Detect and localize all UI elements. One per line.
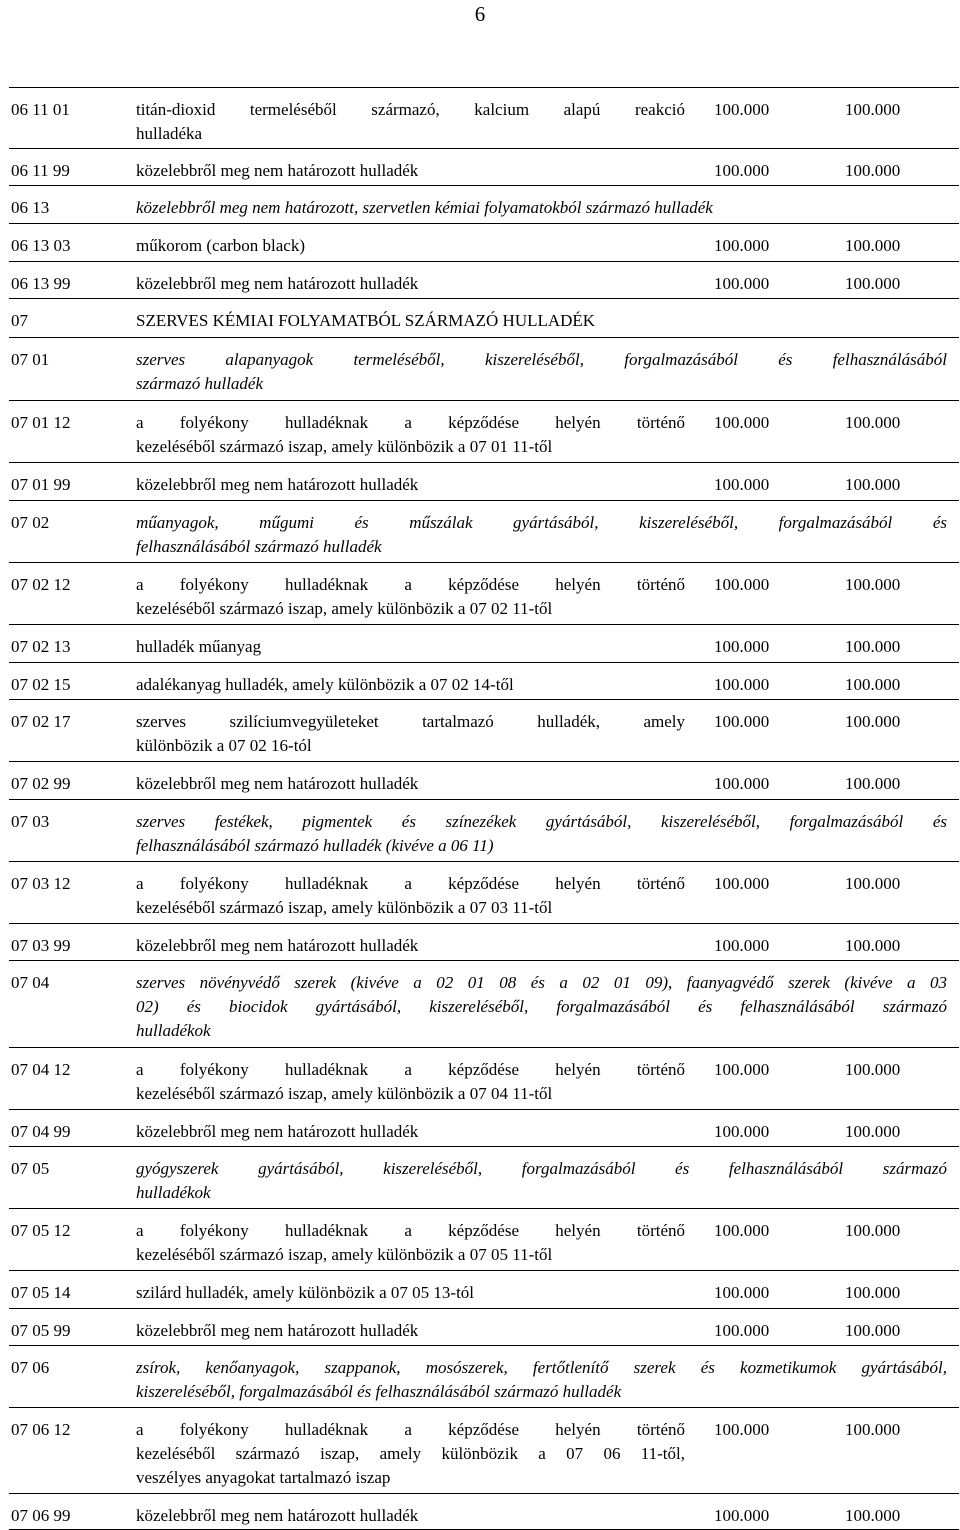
waste-description: közelebbről meg nem határozott hulladék	[136, 1122, 419, 1141]
description-line: gyógyszerek gyártásából, kiszereléséből, forgalmazásából és felhasználásából származó	[136, 1159, 947, 1178]
waste-description: közelebbről meg nem határozott hulladék	[136, 936, 419, 955]
description-line: felhasználásából származó hulladék	[136, 537, 382, 556]
description-line: a folyékony hulladéknak a képződése helyén történő	[136, 575, 685, 594]
limit-value-2: 100.000	[845, 413, 901, 432]
waste-description	[136, 573, 685, 621]
description-line: titán-dioxid termeléséből származó, kalcium alapú reakció	[136, 100, 685, 119]
waste-code: 07 05 99	[11, 1321, 71, 1340]
table-row	[9, 1308, 959, 1345]
waste-description: műkorom (carbon black)	[136, 236, 305, 255]
table-row	[9, 1109, 959, 1146]
description-line: hulladékok	[136, 1183, 211, 1202]
waste-code: 07 01 12	[11, 413, 71, 432]
limit-value-2: 100.000	[845, 161, 901, 180]
waste-code: 07 06 99	[11, 1506, 71, 1525]
description-line: kezeléséből származó iszap, amely különbözik a 07 01 11-től	[136, 437, 553, 456]
waste-code: 07 02 12	[11, 575, 71, 594]
limit-value-2: 100.000	[845, 1420, 901, 1439]
description-line: kezeléséből származó iszap, amely különbözik a 07 03 11-től	[136, 898, 553, 917]
table-row	[9, 462, 959, 500]
description-line: szerves festékek, pigmentek és színezékek gyártásából, kiszereléséből, forgalmazásából és	[136, 812, 947, 831]
table-row	[9, 1208, 959, 1270]
waste-code: 07 06 12	[11, 1420, 71, 1439]
limit-value-1: 100.000	[714, 675, 770, 694]
waste-code: 06 13 99	[11, 274, 71, 293]
waste-code: 07 01	[11, 350, 50, 369]
limit-value-1: 100.000	[714, 1321, 770, 1340]
limit-value-2: 100.000	[845, 274, 901, 293]
waste-description: adalékanyag hulladék, amely különbözik a 07 02 14-től	[136, 675, 514, 694]
waste-code: 07 02 17	[11, 712, 71, 731]
table-row	[9, 500, 959, 562]
waste-code: 07 02 99	[11, 774, 71, 793]
table-row	[9, 337, 959, 400]
waste-description	[136, 1219, 685, 1267]
description-line: hulladékok	[136, 1021, 211, 1040]
table-row	[9, 400, 959, 462]
table-row	[9, 223, 959, 261]
table-row	[9, 624, 959, 662]
table-row	[9, 1493, 959, 1530]
description-line: származó hulladék	[136, 374, 264, 393]
table-row	[9, 1345, 959, 1407]
table-row	[9, 87, 959, 148]
table-row	[9, 1270, 959, 1308]
description-line: kiszereléséből, forgalmazásából és felhasználásából származó hulladék	[136, 1382, 622, 1401]
limit-value-2: 100.000	[845, 575, 901, 594]
waste-code: 06 13	[11, 198, 50, 217]
limit-value-2: 100.000	[845, 774, 901, 793]
waste-description: közelebbről meg nem határozott hulladék	[136, 1321, 419, 1340]
limit-value-1: 100.000	[714, 475, 770, 494]
limit-value-1: 100.000	[714, 936, 770, 955]
waste-description: közelebbről meg nem határozott hulladék	[136, 1506, 419, 1525]
table-row	[9, 761, 959, 799]
limit-value-2: 100.000	[845, 874, 901, 893]
group-description	[136, 1356, 947, 1404]
waste-description	[136, 1418, 685, 1490]
table-row	[9, 148, 959, 185]
waste-code: 07 04 12	[11, 1060, 71, 1079]
description-line: felhasználásából származó hulladék (kivéve a 06 11)	[136, 836, 494, 855]
limit-value-2: 100.000	[845, 236, 901, 255]
description-line: zsírok, kenőanyagok, szappanok, mosószerek, fertőtlenítő szerek és kozmetikumok gyártásából,	[136, 1358, 947, 1377]
waste-code: 07 03 12	[11, 874, 71, 893]
description-line: a folyékony hulladéknak a képződése helyén történő	[136, 1221, 685, 1240]
group-description	[136, 348, 947, 396]
table-row	[9, 861, 959, 923]
waste-code: 07 03	[11, 812, 50, 831]
limit-value-2: 100.000	[845, 1122, 901, 1141]
table-row	[9, 662, 959, 699]
waste-code: 07 01 99	[11, 475, 71, 494]
limit-value-1: 100.000	[714, 161, 770, 180]
table-row	[9, 960, 959, 1047]
limit-value-2: 100.000	[845, 1283, 901, 1302]
group-description	[136, 971, 947, 1043]
table-row	[9, 923, 959, 960]
table-row	[9, 562, 959, 624]
limit-value-1: 100.000	[714, 100, 770, 119]
table-row	[9, 1146, 959, 1208]
waste-description	[136, 411, 685, 459]
waste-code: 06 11 99	[11, 161, 70, 180]
waste-code: 07 05 12	[11, 1221, 71, 1240]
waste-code: 07 02 15	[11, 675, 71, 694]
waste-description: közelebbről meg nem határozott hulladék	[136, 161, 419, 180]
description-line: 02) és biocidok gyártásából, kiszereléséből, forgalmazásából és felhasználásából származó	[136, 997, 947, 1016]
waste-description	[136, 710, 685, 758]
description-line: veszélyes anyagokat tartalmazó iszap	[136, 1468, 391, 1487]
waste-code: 07 05	[11, 1159, 50, 1178]
limit-value-1: 100.000	[714, 236, 770, 255]
table-row	[9, 1407, 959, 1493]
description-line: közelebbről meg nem határozott, szervetlen kémiai folyamatokból származó hulladék	[136, 198, 713, 217]
description-line: a folyékony hulladéknak a képződése helyén történő	[136, 874, 685, 893]
waste-description	[136, 98, 685, 146]
waste-code: 07 03 99	[11, 936, 71, 955]
description-line: SZERVES KÉMIAI FOLYAMATBÓL SZÁRMAZÓ HULLADÉK	[136, 311, 596, 330]
limit-value-2: 100.000	[845, 475, 901, 494]
limit-value-1: 100.000	[714, 1283, 770, 1302]
description-line: szerves szilíciumvegyületeket tartalmazó hulladék, amely	[136, 712, 685, 731]
limit-value-1: 100.000	[714, 712, 770, 731]
waste-code: 07 02	[11, 513, 50, 532]
limit-value-1: 100.000	[714, 874, 770, 893]
limit-value-2: 100.000	[845, 712, 901, 731]
description-line: kezeléséből származó iszap, amely különbözik a 07 04 11-től	[136, 1084, 553, 1103]
waste-code: 07 02 13	[11, 637, 71, 656]
description-line: a folyékony hulladéknak a képződése helyén történő	[136, 1420, 685, 1439]
limit-value-1: 100.000	[714, 575, 770, 594]
table-row	[9, 298, 959, 337]
group-description	[136, 810, 947, 858]
group-description	[136, 196, 947, 220]
description-line: kezeléséből származó iszap, amely különbözik a 07 02 11-től	[136, 599, 553, 618]
limit-value-1: 100.000	[714, 774, 770, 793]
page-number: 6	[474, 2, 486, 26]
group-description	[136, 511, 947, 559]
limit-value-2: 100.000	[845, 936, 901, 955]
waste-description	[136, 872, 685, 920]
waste-code-table	[9, 87, 959, 1530]
waste-description: közelebbről meg nem határozott hulladék	[136, 475, 419, 494]
table-row	[9, 799, 959, 861]
waste-code: 07 04 99	[11, 1122, 71, 1141]
description-line: kezeléséből származó iszap, amely különbözik a 07 06 11-től,	[136, 1444, 685, 1463]
waste-code: 07 06	[11, 1358, 50, 1377]
limit-value-1: 100.000	[714, 413, 770, 432]
table-row	[9, 699, 959, 761]
waste-code: 07 05 14	[11, 1283, 71, 1302]
limit-value-2: 100.000	[845, 637, 901, 656]
description-line: a folyékony hulladéknak a képződése helyén történő	[136, 1060, 685, 1079]
description-line: műanyagok, műgumi és műszálak gyártásából, kiszereléséből, forgalmazásából és	[136, 513, 947, 532]
description-line: különbözik a 07 02 16-tól	[136, 736, 312, 755]
waste-code: 07 04	[11, 973, 50, 992]
limit-value-2: 100.000	[845, 1321, 901, 1340]
table-row	[9, 1047, 959, 1109]
group-description	[136, 1157, 947, 1205]
description-line: kezeléséből származó iszap, amely különbözik a 07 05 11-től	[136, 1245, 553, 1264]
waste-code: 06 13 03	[11, 236, 71, 255]
limit-value-2: 100.000	[845, 675, 901, 694]
waste-description	[136, 1058, 685, 1106]
description-line: szerves növényvédő szerek (kivéve a 02 01 08 és a 02 01 09), faanyagvédő szerek (kivéve a 03	[136, 973, 947, 992]
description-line: a folyékony hulladéknak a képződése helyén történő	[136, 413, 685, 432]
limit-value-1: 100.000	[714, 637, 770, 656]
waste-code: 07	[11, 311, 28, 330]
limit-value-1: 100.000	[714, 1221, 770, 1240]
waste-description: szilárd hulladék, amely különbözik a 07 05 13-tól	[136, 1283, 475, 1302]
limit-value-1: 100.000	[714, 1060, 770, 1079]
limit-value-1: 100.000	[714, 1506, 770, 1525]
limit-value-1: 100.000	[714, 1122, 770, 1141]
limit-value-2: 100.000	[845, 1221, 901, 1240]
description-line: szerves alapanyagok termeléséből, kiszereléséből, forgalmazásából és felhasználásából	[136, 350, 947, 369]
limit-value-2: 100.000	[845, 1506, 901, 1525]
waste-description: közelebbről meg nem határozott hulladék	[136, 774, 419, 793]
table-row	[9, 185, 959, 223]
waste-code: 06 11 01	[11, 100, 70, 119]
limit-value-1: 100.000	[714, 1420, 770, 1439]
limit-value-1: 100.000	[714, 274, 770, 293]
limit-value-2: 100.000	[845, 1060, 901, 1079]
waste-description: hulladék műanyag	[136, 637, 262, 656]
chapter-heading	[136, 309, 947, 333]
limit-value-2: 100.000	[845, 100, 901, 119]
table-row	[9, 261, 959, 298]
waste-description: közelebbről meg nem határozott hulladék	[136, 274, 419, 293]
description-line: hulladéka	[136, 124, 203, 143]
